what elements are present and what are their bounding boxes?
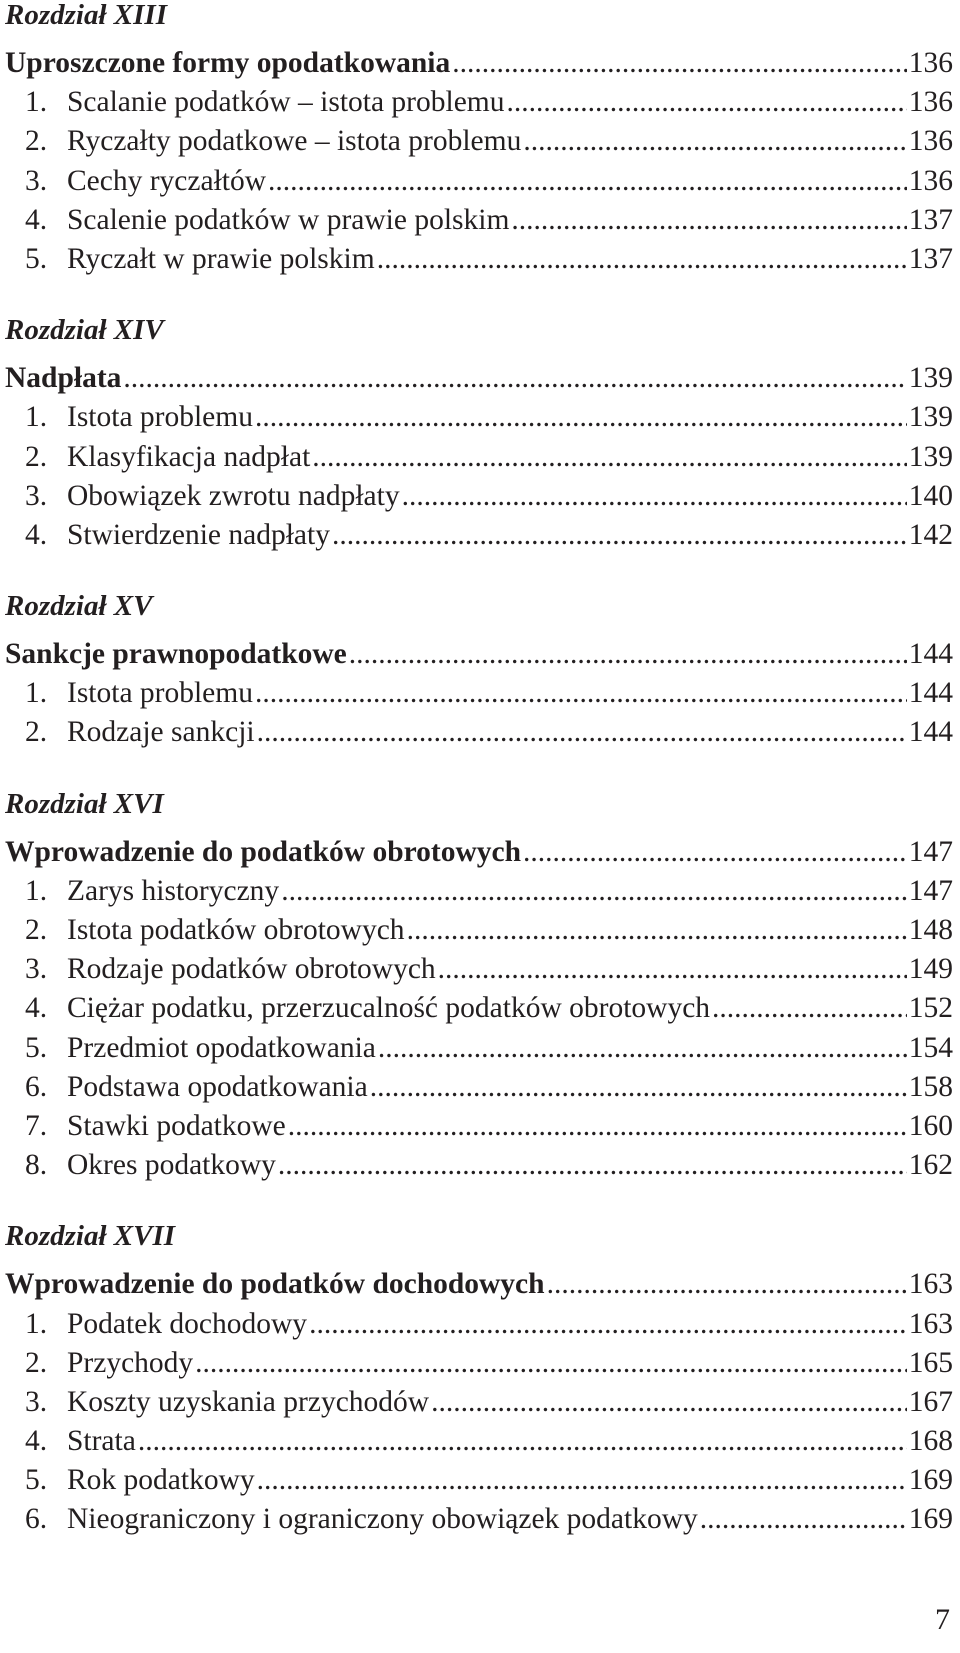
entry-title: Okres podatkowy — [67, 1149, 276, 1182]
entry-title: Rok podatkowy — [67, 1464, 255, 1497]
entry-number: 4. — [25, 203, 48, 236]
toc-entry — [5, 162, 959, 201]
chapter-section — [5, 789, 959, 1186]
entry-page-number: 165 — [908, 1346, 953, 1379]
leader-dots — [523, 833, 907, 872]
leader-dots — [523, 122, 906, 161]
entry-page-number: 144 — [908, 677, 953, 710]
entry-number: 5. — [25, 1031, 48, 1064]
entry-title: Strata — [67, 1425, 136, 1458]
chapter-section — [5, 1221, 959, 1539]
entry-page-number: 136 — [908, 86, 953, 119]
entry-title: Zarys historyczny — [67, 874, 280, 907]
chapter-title-entry — [5, 44, 959, 83]
leader-dots — [309, 1305, 907, 1344]
leader-dots — [332, 516, 907, 555]
entry-title: Przychody — [67, 1346, 194, 1379]
entry-title: Klasyfikacja nadpłat — [67, 440, 311, 473]
toc-entry — [5, 477, 959, 516]
leader-dots — [281, 872, 907, 911]
leader-dots — [288, 1107, 907, 1146]
chapter-label: Rozdział XVII — [5, 1220, 176, 1253]
chapter-title: Wprowadzenie do podatków dochodowych — [5, 1268, 545, 1301]
entry-number: 3. — [25, 1385, 48, 1418]
entry-number: 1. — [25, 874, 48, 907]
leader-dots — [452, 44, 907, 83]
entry-title: Podstawa opodatkowania — [67, 1070, 368, 1103]
entry-title: Stwierdzenie nadpłaty — [67, 518, 330, 551]
toc-entry — [5, 911, 959, 950]
leader-dots — [349, 635, 907, 674]
chapter-section — [5, 315, 959, 555]
entry-title: Istota problemu — [67, 677, 253, 710]
entry-number: 1. — [25, 677, 48, 710]
chapter-page-number: 144 — [908, 638, 953, 671]
entry-number: 1. — [25, 401, 48, 434]
toc-entry — [5, 398, 959, 437]
entry-title: Scalanie podatków – istota problemu — [67, 86, 505, 119]
entry-title: Rodzaje podatków obrotowych — [67, 953, 436, 986]
entry-page-number: 148 — [908, 914, 953, 946]
entry-page-number: 144 — [908, 716, 953, 749]
entry-page-number: 160 — [908, 1109, 953, 1142]
toc-entry — [5, 1500, 959, 1539]
chapter-section — [5, 0, 959, 279]
entry-number: 2. — [25, 125, 48, 158]
toc-entry — [5, 1383, 959, 1422]
entry-title: Ciężar podatku, przerzucalność podatków obrotowych — [67, 992, 711, 1025]
chapter-title: Wprowadzenie do podatków obrotowych — [5, 835, 522, 868]
chapter-title: Uproszczone formy opodatkowania — [5, 47, 451, 79]
toc-entry — [5, 674, 959, 713]
entry-number: 1. — [25, 1307, 48, 1340]
entry-title: Cechy ryczałtów — [67, 164, 267, 197]
chapter-label: Rozdział XIII — [5, 0, 167, 31]
leader-dots — [255, 674, 907, 713]
entry-number: 5. — [25, 1464, 48, 1497]
chapter-label: Rozdział XV — [5, 590, 153, 623]
toc-entry — [5, 516, 959, 555]
entry-number: 6. — [25, 1503, 48, 1536]
leader-dots — [700, 1500, 907, 1539]
chapter-label: Rozdział XVI — [5, 787, 164, 820]
leader-dots — [431, 1383, 907, 1422]
entry-page-number: 137 — [908, 242, 953, 275]
table-of-contents — [5, 0, 959, 1540]
entry-title: Istota podatków obrotowych — [67, 914, 405, 946]
entry-number: 2. — [25, 914, 48, 946]
entry-number: 1. — [25, 86, 48, 119]
toc-entry — [5, 1344, 959, 1383]
entry-page-number: 147 — [908, 874, 953, 907]
leader-dots — [438, 950, 907, 989]
leader-dots — [377, 240, 907, 279]
entry-title: Scalenie podatków w prawie polskim — [67, 203, 510, 236]
entry-number: 3. — [25, 164, 48, 197]
toc-entry — [5, 872, 959, 911]
entry-title: Rodzaje sankcji — [67, 716, 255, 749]
entry-page-number: 154 — [908, 1031, 953, 1064]
entry-page-number: 167 — [908, 1385, 953, 1418]
toc-entry — [5, 1305, 959, 1344]
entry-page-number: 169 — [908, 1464, 953, 1497]
toc-entry — [5, 713, 959, 752]
leader-dots — [402, 477, 907, 516]
entry-title: Ryczałt w prawie polskim — [67, 242, 375, 275]
toc-entry — [5, 122, 959, 161]
entry-title: Podatek dochodowy — [67, 1307, 308, 1340]
chapter-section — [5, 591, 959, 753]
toc-entry — [5, 950, 959, 989]
leader-dots — [370, 1068, 907, 1107]
leader-dots — [511, 201, 906, 240]
chapter-page-number: 147 — [908, 835, 953, 868]
entry-page-number: 136 — [908, 164, 953, 197]
entry-title: Ryczałty podatkowe – istota problemu — [67, 125, 522, 158]
leader-dots — [278, 1146, 907, 1185]
chapter-title-entry — [5, 1265, 959, 1304]
leader-dots — [257, 713, 907, 752]
leader-dots — [138, 1422, 907, 1461]
leader-dots — [123, 359, 906, 398]
entry-title: Stawki podatkowe — [67, 1109, 286, 1142]
entry-number: 3. — [25, 479, 48, 512]
chapter-title-entry — [5, 635, 959, 674]
page-number: 7 — [935, 1603, 950, 1636]
entry-page-number: 168 — [908, 1425, 953, 1458]
entry-page-number: 149 — [908, 953, 953, 986]
chapter-title-entry — [5, 833, 959, 872]
chapter-page-number: 136 — [908, 47, 953, 79]
entry-page-number: 136 — [908, 125, 953, 158]
entry-number: 4. — [25, 1425, 48, 1458]
entry-number: 2. — [25, 1346, 48, 1379]
entry-page-number: 139 — [908, 440, 953, 473]
toc-entry — [5, 438, 959, 477]
entry-page-number: 152 — [908, 992, 953, 1025]
entry-number: 8. — [25, 1149, 48, 1182]
leader-dots — [547, 1265, 907, 1304]
toc-entry — [5, 201, 959, 240]
leader-dots — [378, 1029, 907, 1068]
entry-page-number: 142 — [908, 518, 953, 551]
entry-number: 4. — [25, 518, 48, 551]
leader-dots — [407, 911, 907, 950]
toc-entry — [5, 1146, 959, 1185]
entry-number: 5. — [25, 242, 48, 275]
entry-page-number: 162 — [908, 1149, 953, 1182]
chapter-title: Nadpłata — [5, 362, 122, 395]
entry-title: Przedmiot opodatkowania — [67, 1031, 376, 1064]
toc-entry — [5, 240, 959, 279]
entry-number: 3. — [25, 953, 48, 986]
leader-dots — [257, 1461, 907, 1500]
entry-number: 2. — [25, 440, 48, 473]
toc-entry — [5, 1068, 959, 1107]
chapter-title-entry — [5, 359, 959, 398]
leader-dots — [255, 398, 907, 437]
leader-dots — [268, 162, 907, 201]
toc-entry — [5, 1461, 959, 1500]
entry-page-number: 169 — [908, 1503, 953, 1536]
entry-page-number: 158 — [908, 1070, 953, 1103]
leader-dots — [507, 83, 907, 122]
toc-entry — [5, 83, 959, 122]
entry-title: Nieograniczony i ograniczony obowiązek podatkowy — [67, 1503, 698, 1536]
entry-title: Koszty uzyskania przychodów — [67, 1385, 430, 1418]
toc-entry — [5, 989, 959, 1028]
entry-page-number: 137 — [908, 203, 953, 236]
entry-number: 2. — [25, 716, 48, 749]
chapter-label: Rozdział XIV — [5, 314, 164, 347]
leader-dots — [712, 989, 907, 1028]
entry-number: 4. — [25, 992, 48, 1025]
entry-title: Obowiązek zwrotu nadpłaty — [67, 479, 400, 512]
toc-entry — [5, 1029, 959, 1068]
entry-title: Istota problemu — [67, 401, 253, 434]
entry-number: 7. — [25, 1109, 48, 1142]
entry-page-number: 139 — [908, 401, 953, 434]
entry-page-number: 163 — [908, 1307, 953, 1340]
chapter-page-number: 163 — [908, 1268, 953, 1301]
entry-number: 6. — [25, 1070, 48, 1103]
entry-page-number: 140 — [908, 479, 953, 512]
leader-dots — [195, 1344, 907, 1383]
toc-entry — [5, 1107, 959, 1146]
chapter-title: Sankcje prawnopodatkowe — [5, 638, 347, 671]
chapter-page-number: 139 — [908, 362, 953, 395]
leader-dots — [312, 438, 906, 477]
toc-entry — [5, 1422, 959, 1461]
